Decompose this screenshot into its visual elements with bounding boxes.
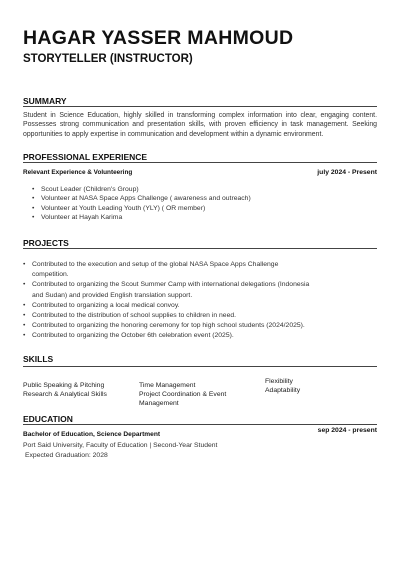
- experience-heading: PROFESSIONAL EXPERIENCE: [23, 152, 148, 162]
- list-item: • Contributed to organizing a local medical convoy.: [23, 301, 309, 311]
- education-school: Port Said University, Faculty of Education | Second-Year Student: [23, 442, 218, 449]
- education-heading: EDUCATION: [23, 414, 73, 424]
- list-item: • Contributed to the distribution of school supplies to children in need.: [23, 311, 309, 321]
- experience-list: [32, 185, 251, 223]
- list-item: • Contributed to organizing the October 6th celebration event (2025).: [23, 331, 309, 341]
- list-item-continuation: competition.: [32, 271, 69, 279]
- skills-column-1: [23, 381, 107, 399]
- skills-column-3: [265, 377, 300, 395]
- skill-item: Project Coordination & Event: [139, 391, 227, 398]
- education-divider: [23, 424, 377, 425]
- skill-item: Adaptability: [265, 387, 301, 394]
- skills-divider: [23, 366, 377, 367]
- skills-heading: SKILLS: [23, 354, 54, 364]
- list-item: • Contributed to organizing the Scout Summer Camp with international delegations (Indonesia: [23, 280, 309, 290]
- list-item: • Contributed to organizing the honoring ceremony for top high school students (2024/2025).: [23, 321, 309, 331]
- list-item: • Volunteer at Hayah Karima: [32, 213, 251, 222]
- list-item: • Scout Leader (Children's Group): [32, 185, 251, 194]
- education-date: sep 2024 - present: [317, 427, 377, 434]
- skill-item: Management: [139, 400, 179, 407]
- skills-column-2: [139, 381, 226, 408]
- summary-text: Student in Science Education, highly skilled in transforming complex information into clear, engaging content. Possesses strong communication and presentation skills, with proven efficiency in task management. Seeking opportunities to apply expertise in communication and development within a dynamic environment.: [23, 112, 377, 138]
- skill-item: Time Management: [139, 382, 196, 389]
- list-item: • Volunteer at Youth Leading Youth (YLY) ( OR member): [32, 204, 251, 213]
- list-item: • Contributed to the execution and setup of the global NASA Space Apps Challenge: [23, 260, 309, 270]
- experience-divider: [23, 162, 377, 163]
- list-item-continuation: and Sudan) and provided English translation support.: [32, 291, 193, 299]
- skill-item: Public Speaking & Pitching: [23, 382, 105, 389]
- experience-date: july 2024 - Present: [317, 169, 377, 176]
- education-degree: Bachelor of Education, Science Department: [23, 431, 161, 438]
- list-item: • Volunteer at NASA Space Apps Challenge ( awareness and outreach): [32, 194, 251, 203]
- summary-divider: [23, 106, 377, 107]
- summary-heading: SUMMARY: [23, 96, 67, 106]
- skill-item: Research & Analytical Skills: [23, 391, 107, 398]
- projects-heading: PROJECTS: [23, 238, 69, 248]
- projects-list: [23, 260, 309, 342]
- experience-role: Relevant Experience & Volunteering: [23, 169, 133, 176]
- candidate-name: HAGAR YASSER MAHMOUD: [23, 27, 294, 49]
- candidate-title: STORYTELLER (INSTRUCTOR): [23, 53, 193, 65]
- education-graduation: Expected Graduation: 2028: [25, 452, 108, 459]
- projects-divider: [23, 248, 377, 249]
- skill-item: Flexibility: [265, 378, 293, 385]
